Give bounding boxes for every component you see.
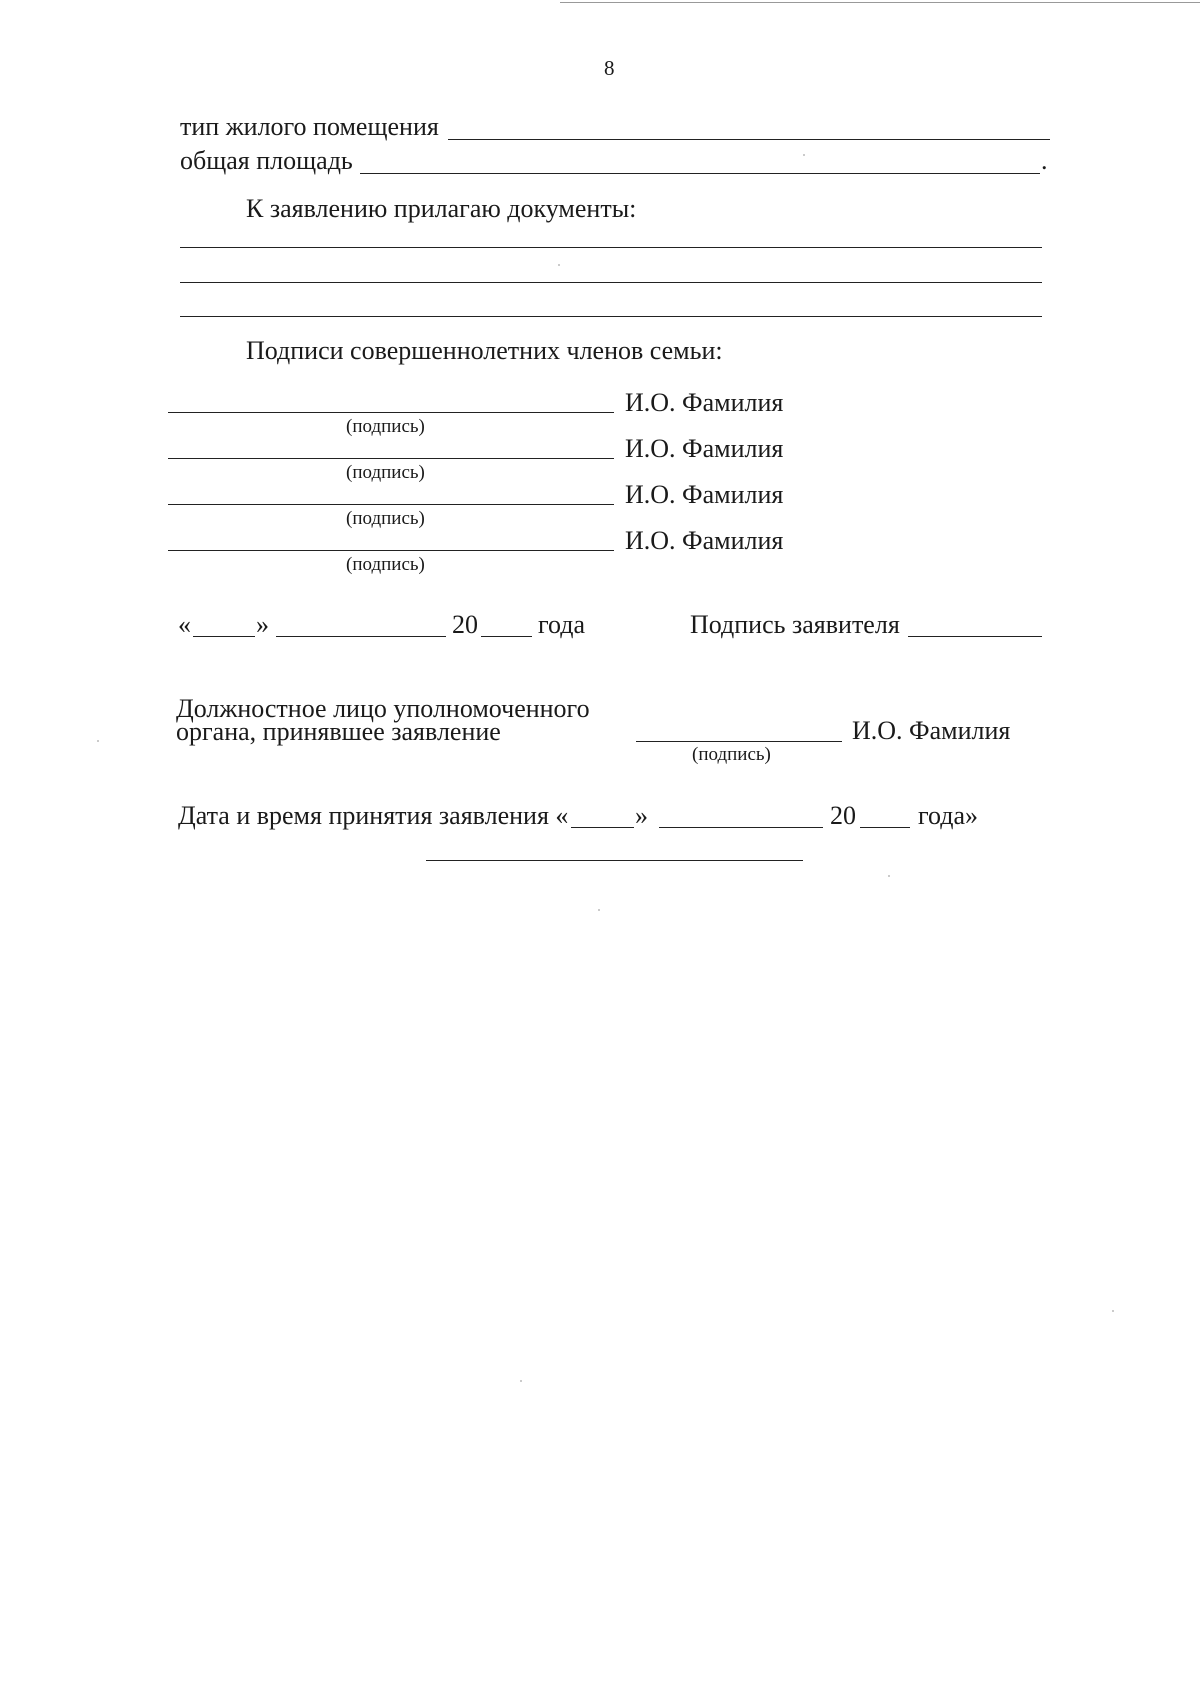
scan-speck: [888, 875, 890, 877]
attachments-line-1[interactable]: [180, 247, 1042, 248]
housing-type-field[interactable]: [448, 139, 1050, 140]
scan-speck: [598, 909, 600, 911]
family-member-name-3: И.О. Фамилия: [625, 480, 784, 509]
family-signature-line-2[interactable]: [168, 458, 614, 459]
date-year-prefix: 20: [452, 610, 478, 639]
family-member-name-2: И.О. Фамилия: [625, 434, 784, 463]
total-area-label: общая площадь: [180, 146, 353, 175]
date-month-field[interactable]: [276, 636, 446, 637]
family-member-name-1: И.О. Фамилия: [625, 388, 784, 417]
scan-speck: [520, 1380, 522, 1382]
scan-speck: [1112, 1310, 1114, 1312]
page-number: 8: [604, 56, 615, 80]
family-signature-line-3[interactable]: [168, 504, 614, 505]
closing-separator: [426, 860, 803, 861]
attachments-line-3[interactable]: [180, 316, 1042, 317]
family-signature-line-4[interactable]: [168, 550, 614, 551]
family-signature-line-1[interactable]: [168, 412, 614, 413]
date-year-suffix: года: [538, 610, 586, 639]
acceptance-year-suffix: года»: [918, 801, 979, 830]
date-year-field[interactable]: [481, 636, 532, 637]
date-day-field[interactable]: [193, 636, 255, 637]
scan-speck: [803, 154, 805, 156]
acceptance-close-quote: »: [635, 801, 648, 830]
date-open-quote: «: [178, 610, 191, 639]
total-area-field[interactable]: [360, 173, 1040, 174]
family-signatures-label: Подписи совершеннолетних членов семьи:: [246, 336, 723, 365]
signature-caption-4: (подпись): [346, 554, 425, 575]
attachments-label: К заявлению прилагаю документы:: [246, 194, 637, 223]
applicant-signature-field[interactable]: [908, 636, 1042, 637]
applicant-signature-label: Подпись заявителя: [690, 610, 900, 639]
date-close-quote: »: [256, 610, 269, 639]
total-area-period: .: [1041, 146, 1048, 175]
acceptance-day-field[interactable]: [571, 827, 634, 828]
housing-type-label: тип жилого помещения: [180, 112, 439, 141]
family-member-name-4: И.О. Фамилия: [625, 526, 784, 555]
official-label-line-1: Должностное лицо уполномоченного: [176, 694, 590, 723]
official-signature-caption: (подпись): [692, 744, 771, 765]
acceptance-year-prefix: 20: [830, 801, 856, 830]
acceptance-month-field[interactable]: [659, 827, 823, 828]
signature-caption-3: (подпись): [346, 508, 425, 529]
scan-edge-line: [560, 2, 1200, 3]
acceptance-year-field[interactable]: [860, 827, 910, 828]
official-label-line-2: органа, принявшее заявление: [176, 717, 501, 746]
scan-speck: [97, 740, 99, 742]
official-signature-field[interactable]: [636, 741, 842, 742]
official-name: И.О. Фамилия: [852, 716, 1011, 745]
signature-caption-1: (подпись): [346, 416, 425, 437]
acceptance-date-label: Дата и время принятия заявления «: [178, 801, 569, 830]
attachments-line-2[interactable]: [180, 282, 1042, 283]
signature-caption-2: (подпись): [346, 462, 425, 483]
scan-speck: [558, 264, 560, 266]
